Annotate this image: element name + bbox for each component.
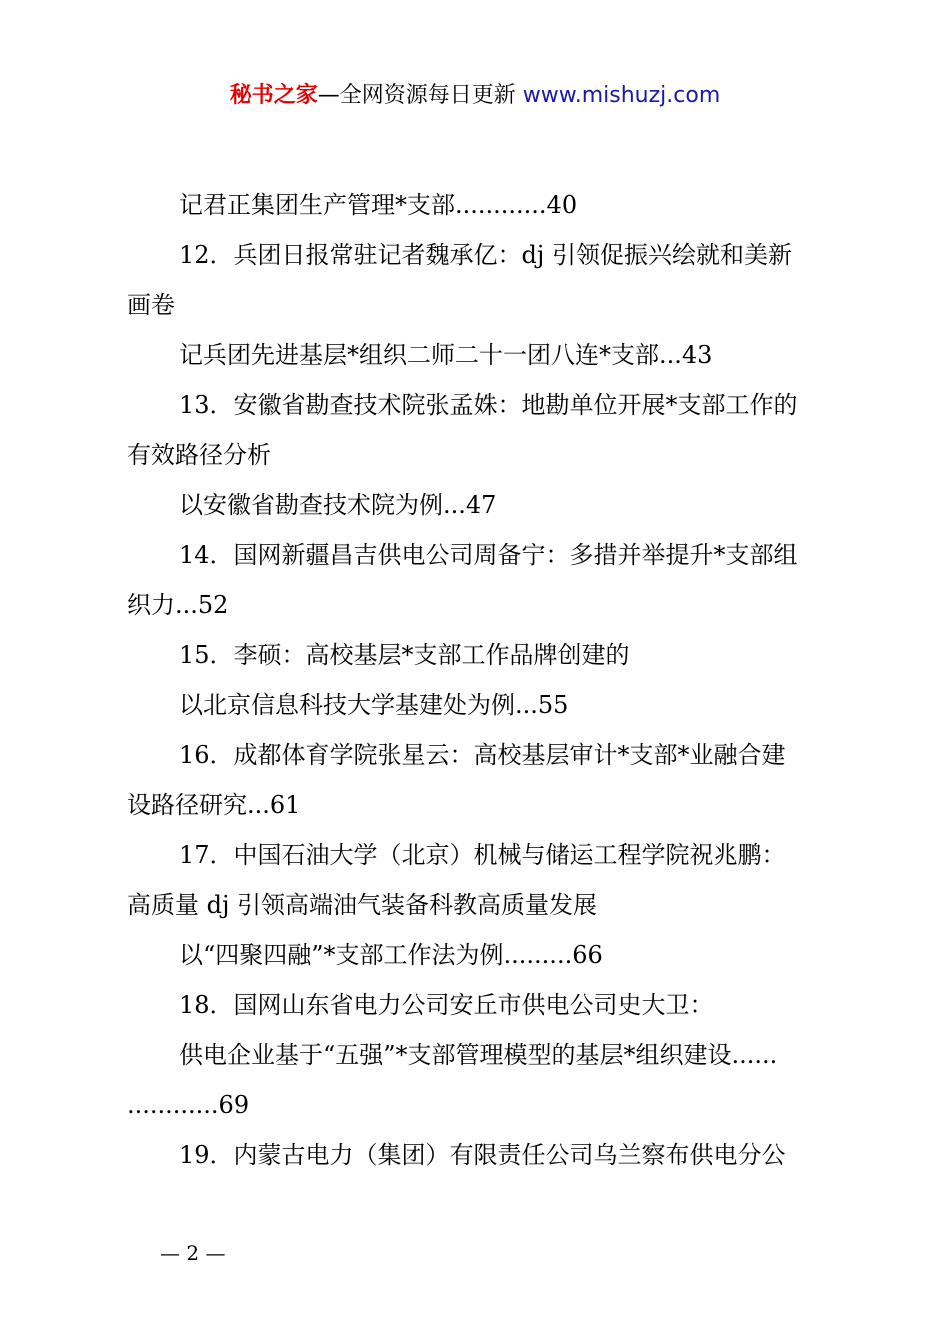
toc-line: ............69 [127, 1091, 250, 1119]
page-number: — 2 — [160, 1241, 226, 1265]
toc-line: 以安徽省勘查技术院为例...47 [179, 491, 497, 519]
toc-line: 15．李硕：高校基层*支部工作品牌创建的 [179, 641, 630, 669]
toc-line: 记君正集团生产管理*支部............40 [179, 191, 578, 219]
toc-line: 供电企业基于“五强”*支部管理模型的基层*组织建设...... [179, 1041, 778, 1069]
toc-line: 18．国网山东省电力公司安丘市供电公司史大卫： [179, 991, 714, 1019]
toc-line: 有效路径分析 [127, 441, 271, 469]
site-header [0, 80, 950, 112]
toc-line: 16．成都体育学院张星云：高校基层审计*支部*业融合建 [179, 741, 786, 769]
toc-line: 高质量 dj 引领高端油气装备科教高质量发展 [127, 891, 598, 919]
toc-line: 17．中国石油大学（北京）机械与储运工程学院祝兆鹏： [179, 841, 786, 869]
site-brand: 秘书之家 [229, 83, 318, 108]
toc-line: 织力...52 [127, 591, 229, 619]
site-url-link[interactable]: www.mishuzj.com [522, 83, 721, 108]
toc-line: 12．兵团日报常驻记者魏承亿：dj 引领促振兴绘就和美新 [179, 241, 792, 269]
site-tagline: —全网资源每日更新 [317, 83, 516, 108]
toc-line: 画卷 [127, 291, 175, 319]
toc-line: 以北京信息科技大学基建处为例...55 [179, 691, 569, 719]
toc-line: 13．安徽省勘查技术院张孟姝：地勘单位开展*支部工作的 [179, 391, 798, 419]
toc-line: 记兵团先进基层*组织二师二十一团八连*支部...43 [179, 341, 713, 369]
toc-line: 设路径研究...61 [127, 791, 301, 819]
toc-line: 14．国网新疆昌吉供电公司周备宁：多措并举提升*支部组 [179, 541, 798, 569]
toc-line: 19．内蒙古电力（集团）有限责任公司乌兰察布供电分公 [179, 1141, 786, 1169]
toc-line: 以“四聚四融”*支部工作法为例.........66 [179, 941, 603, 969]
toc-content [127, 180, 835, 1180]
